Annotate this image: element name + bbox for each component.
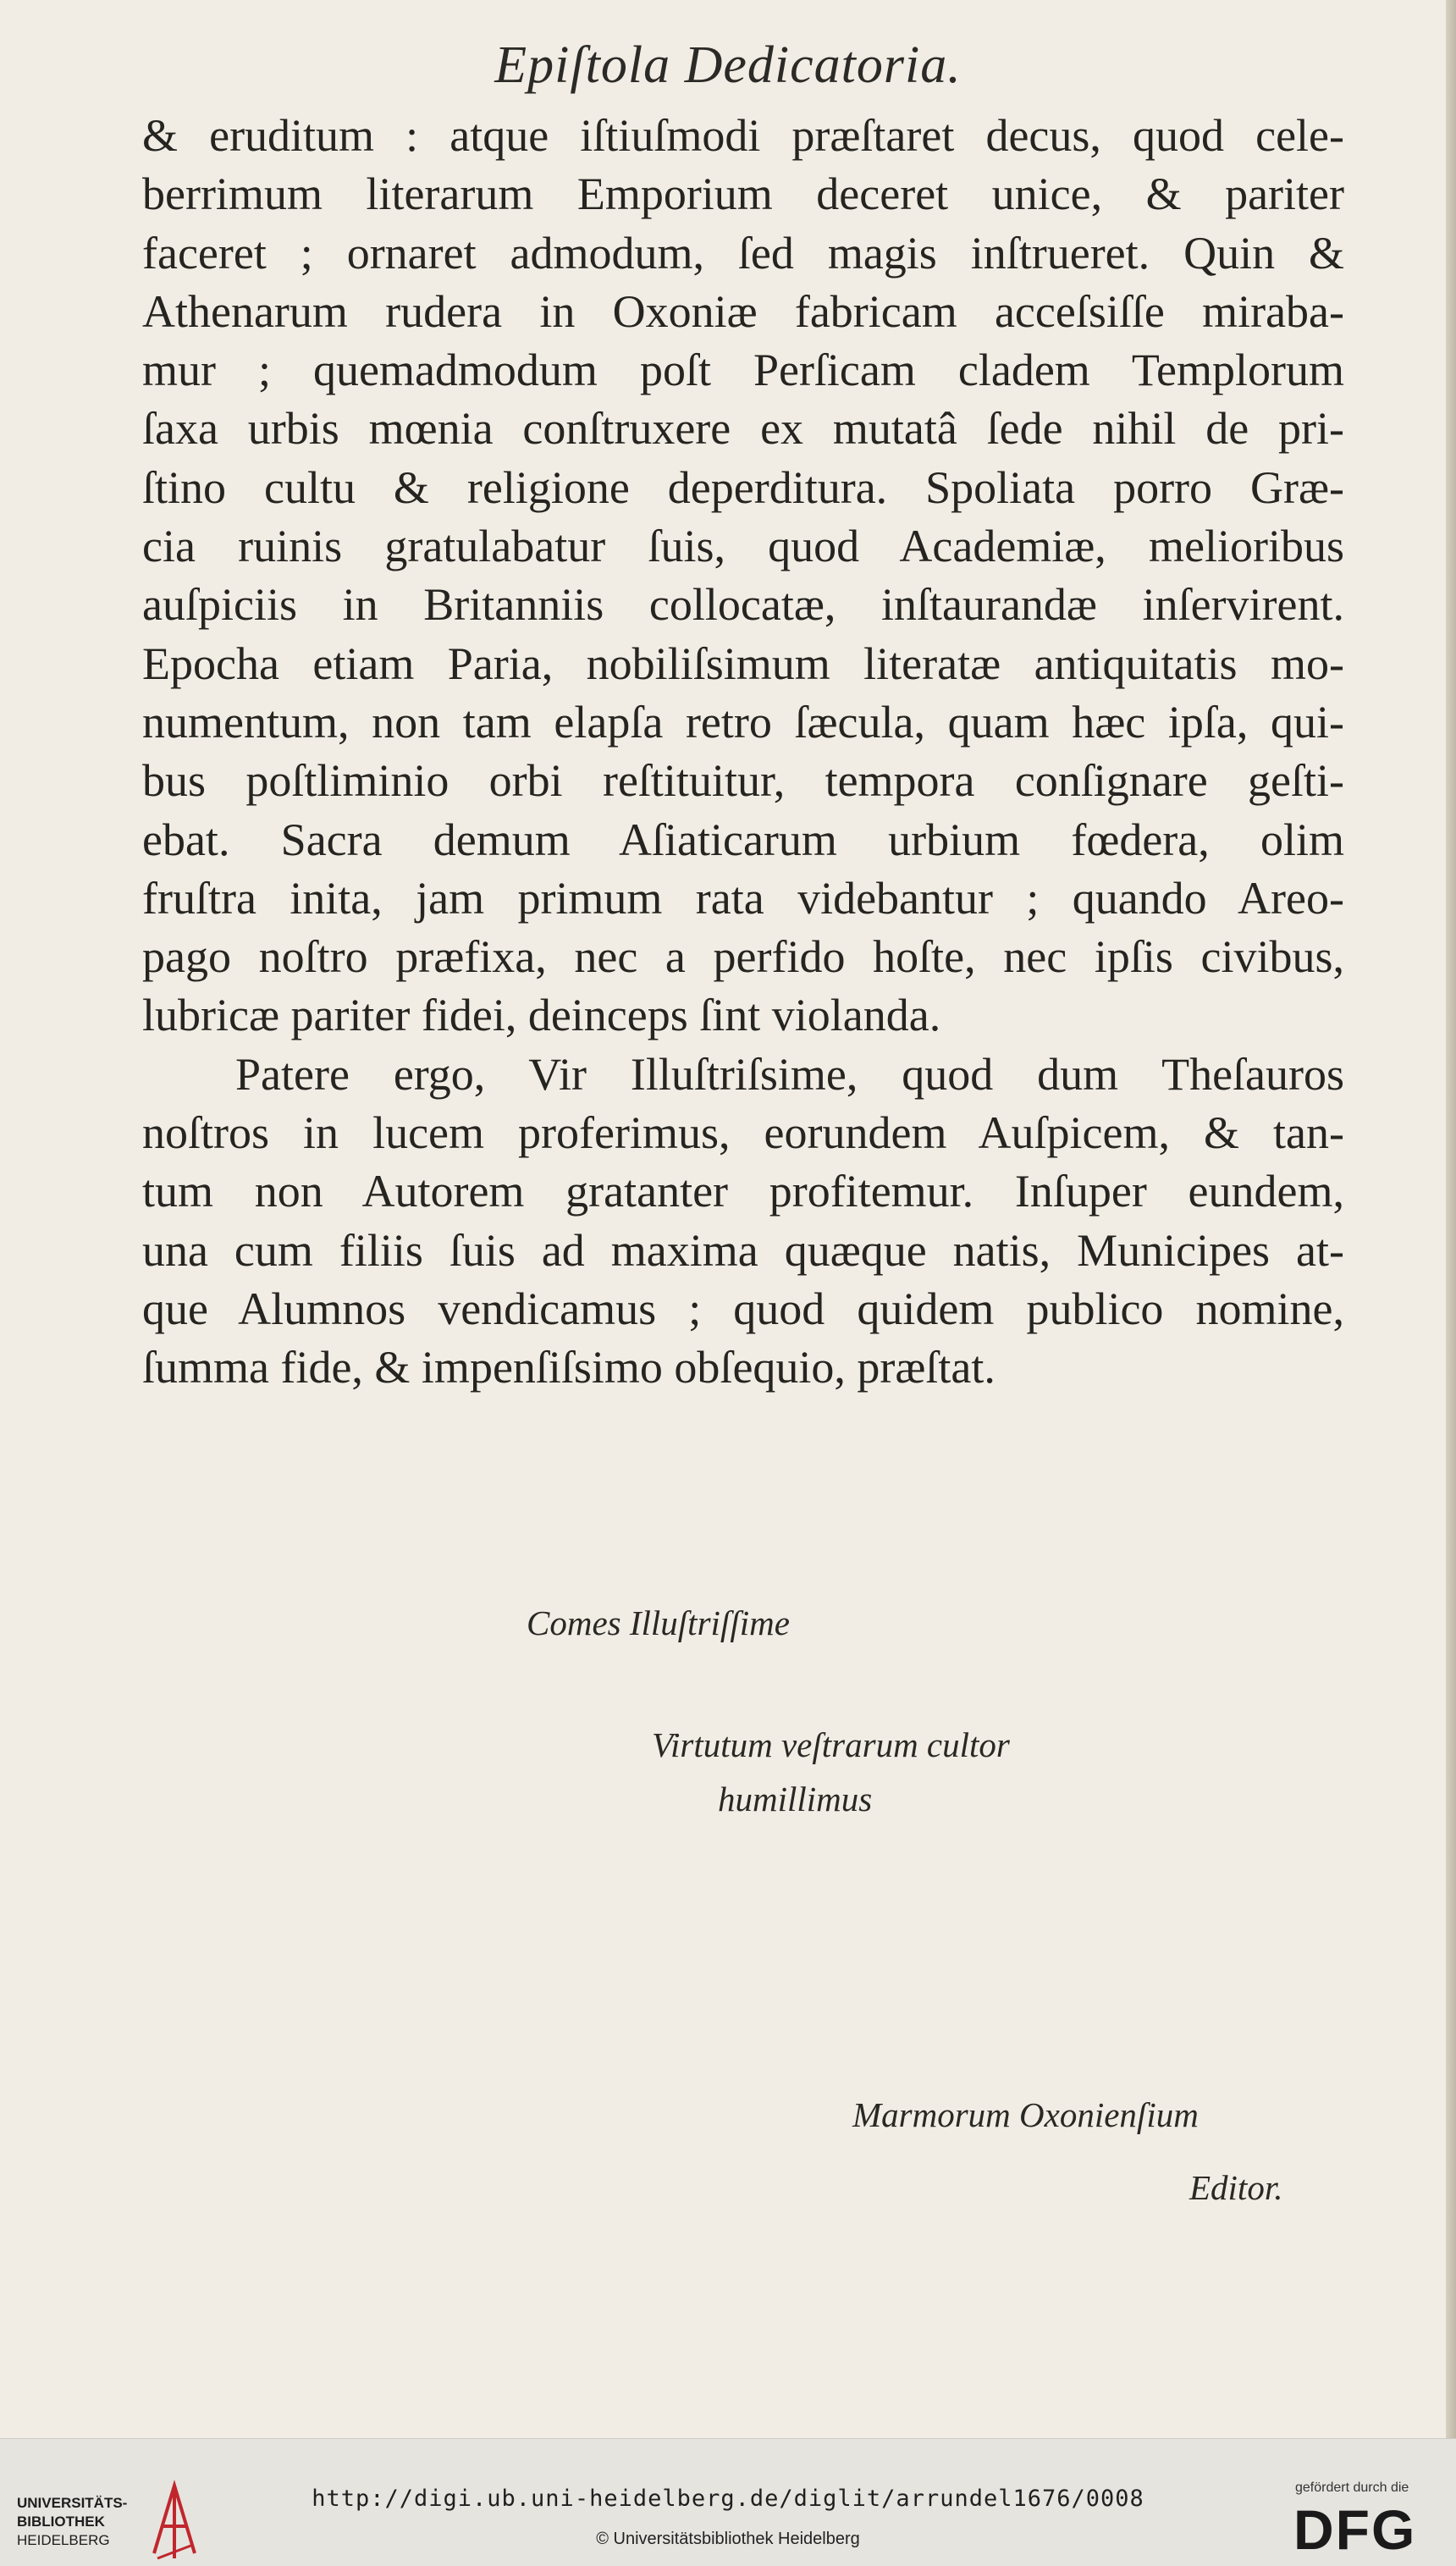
closing-humillimus: humillimus: [718, 1780, 873, 1818]
signature-editor: Editor.: [1189, 2168, 1283, 2207]
text-line: lubricæ pariter fidei, deinceps ſint violanda.: [142, 990, 941, 1041]
signature-marmorum: Marmorum Oxonienſium: [852, 2095, 1199, 2134]
text-line: ſaxa urbis mœnia conſtruxere ex mutatâ ſede nihil de pri-: [142, 403, 1344, 455]
text-line: bus poſtliminio orbi reſtituitur, tempora conſignare geſti-: [142, 755, 1344, 807]
library-name-line1: UNIVERSITÄTS-: [17, 2495, 128, 2511]
funding-note: gefördert durch die: [1295, 2480, 1409, 2495]
text-line: Patere ergo, Vir Illuſtriſsime, quod dum Theſauros: [235, 1048, 1344, 1100]
text-line: Athenarum rudera in Oxoniæ fabricam acceſsiſſe miraba-: [142, 285, 1344, 337]
library-name-line3: HEIDELBERG: [17, 2532, 110, 2548]
closing-salutation: Comes Illuſtriſſime: [527, 1603, 790, 1642]
text-line: fruſtra inita, jam primum rata videbantur ; quando Areo-: [142, 872, 1344, 924]
running-head: Epiſtola Dedicatoria.: [494, 36, 962, 94]
copyright-notice: © Universitätsbibliothek Heidelberg: [596, 2530, 860, 2548]
text-line: noſtros in lucem proferimus, eorundem Auſpicem, & tan-: [142, 1107, 1344, 1159]
text-line: cia ruinis gratulabatur ſuis, quod Academiæ, melioribus: [142, 521, 1344, 572]
body-text: [142, 107, 1344, 1398]
page-edge: [1446, 0, 1456, 2438]
text-line: faceret ; ornaret admodum, ſed magis inſtrueret. Quin &: [142, 227, 1344, 279]
permalink-url[interactable]: http://digi.ub.uni-heidelberg.de/diglit/arrundel1676/0008: [312, 2486, 1144, 2512]
library-name-line2: BIBLIOTHEK: [17, 2514, 105, 2530]
text-line: una cum filiis ſuis ad maxima quæque natis, Municipes at-: [142, 1224, 1344, 1276]
text-line: mur ; quemadmodum poſt Perſicam cladem Templorum: [142, 345, 1344, 396]
text-line: & eruditum : atque iſtiuſmodi præſtaret decus, quod cele-: [142, 110, 1344, 161]
text-line: pago noſtro præfixa, nec a perfido hoſte, nec ipſis civibus,: [142, 931, 1344, 983]
text-line: ſtino cultu & religione deperditura. Spoliata porro Græ-: [142, 461, 1344, 513]
dfg-logo[interactable]: DFG: [1293, 2498, 1417, 2561]
closing-cultor: Virtutum veſtrarum cultor: [652, 1725, 1010, 1764]
text-line: ſumma fide, & impenſiſsimo obſequio, præſtat.: [142, 1342, 995, 1393]
text-line: que Alumnos vendicamus ; quod quidem publico nomine,: [142, 1283, 1344, 1334]
text-line: auſpiciis in Britanniis collocatæ, inſtaurandæ inſervirent.: [142, 579, 1344, 631]
text-line: berrimum literarum Emporium deceret unice, & pariter: [142, 168, 1344, 220]
text-line: tum non Autorem gratanter profitemur. Inſuper eundem,: [142, 1166, 1344, 1217]
text-line: Epocha etiam Paria, nobiliſsimum literatæ antiquitatis mo-: [142, 637, 1344, 689]
text-line: numentum, non tam elapſa retro ſæcula, quam hæc ipſa, qui-: [142, 696, 1344, 748]
text-line: ebat. Sacra demum Aſiaticarum urbium fœdera, olim: [142, 814, 1344, 865]
